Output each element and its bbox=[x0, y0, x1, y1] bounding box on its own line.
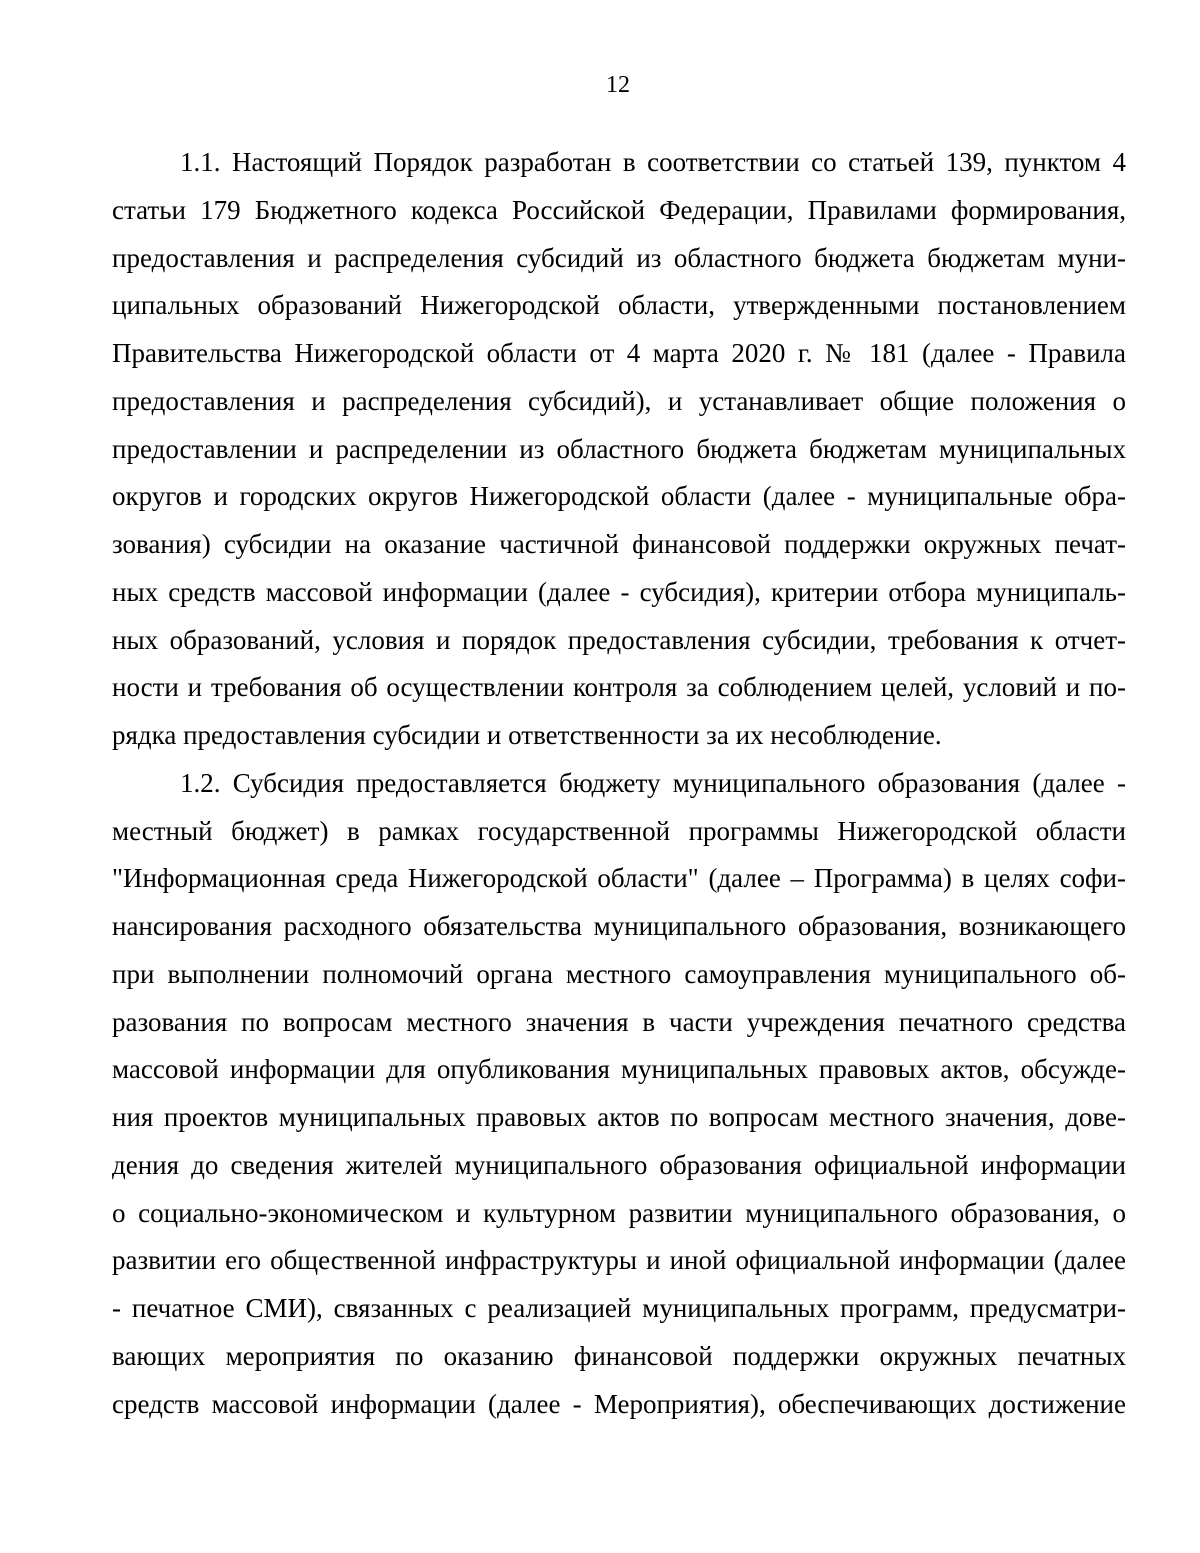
text-line: дения до сведения жителей муниципального образования официальной информации bbox=[112, 1149, 1126, 1180]
text-line: ния проектов муниципальных правовых актов по вопросам местного значения, дове- bbox=[112, 1102, 1126, 1132]
text-line: разования по вопросам местного значения в части учреждения печатного средства bbox=[112, 1006, 1126, 1037]
paragraph-1-2 bbox=[112, 760, 1126, 1429]
text-line: о социально-экономическом и культурном развитии муниципального образования, о bbox=[112, 1197, 1126, 1228]
text-line: рядка предоставления субсидии и ответственности за их несоблюдение. bbox=[112, 720, 942, 750]
text-line: нансирования расходного обязательства муниципального образования, возникающего bbox=[112, 911, 1126, 941]
text-line: зования) субсидии на оказание частичной финансовой поддержки окружных печат- bbox=[112, 529, 1126, 559]
text-line: 1.2. Субсидия предоставляется бюджету муниципального образования (далее - bbox=[180, 767, 1126, 798]
text-line: предоставления и распределения субсидий), и устанавливает общие положения о bbox=[112, 385, 1126, 416]
text-line: ных образований, условия и порядок предоставления субсидии, требования к отчет- bbox=[112, 624, 1126, 655]
text-line: ных средств массовой информации (далее - субсидия), критерии отбора муниципаль- bbox=[112, 576, 1126, 607]
body-text bbox=[112, 139, 1126, 1428]
text-line: статьи 179 Бюджетного кодекса Российской Федерации, Правилами формирования, bbox=[112, 194, 1126, 225]
text-line: Правительства Нижегородской области от 4 марта 2020 г. № 181 (далее - Правила bbox=[112, 338, 1126, 368]
text-line: средств массовой информации (далее - Мероприятия), обеспечивающих достижение bbox=[112, 1388, 1126, 1419]
text-line: 1.1. Настоящий Порядок разработан в соответствии со статьей 139, пунктом 4 bbox=[180, 147, 1126, 177]
text-line: местный бюджет) в рамках государственной программы Нижегородской области bbox=[112, 815, 1126, 846]
text-line: предоставления и распределения субсидий из областного бюджета бюджетам муни- bbox=[112, 242, 1126, 273]
text-line: при выполнении полномочий органа местного самоуправления муниципального об- bbox=[112, 958, 1126, 989]
text-line: ности и требования об осуществлении контроля за соблюдением целей, условий и по- bbox=[112, 672, 1126, 703]
text-line: предоставлении и распределении из областного бюджета бюджетам муниципальных bbox=[112, 433, 1126, 464]
text-line: развитии его общественной инфраструктуры и иной официальной информации (далее bbox=[112, 1245, 1126, 1276]
text-line: ципальных образований Нижегородской области, утвержденными постановлением bbox=[112, 290, 1126, 321]
page-number: 12 bbox=[606, 72, 630, 98]
text-line: вающих мероприятия по оказанию финансовой поддержки окружных печатных bbox=[112, 1340, 1126, 1371]
text-line: - печатное СМИ), связанных с реализацией муниципальных программ, предусматри- bbox=[112, 1293, 1126, 1323]
text-line: массовой информации для опубликования муниципальных правовых актов, обсужде- bbox=[112, 1054, 1126, 1085]
paragraph-1-1 bbox=[112, 139, 1126, 760]
text-line: "Информационная среда Нижегородской области" (далее – Программа) в целях софи- bbox=[112, 863, 1126, 894]
text-line: округов и городских округов Нижегородской области (далее - муниципальные обра- bbox=[112, 481, 1126, 512]
